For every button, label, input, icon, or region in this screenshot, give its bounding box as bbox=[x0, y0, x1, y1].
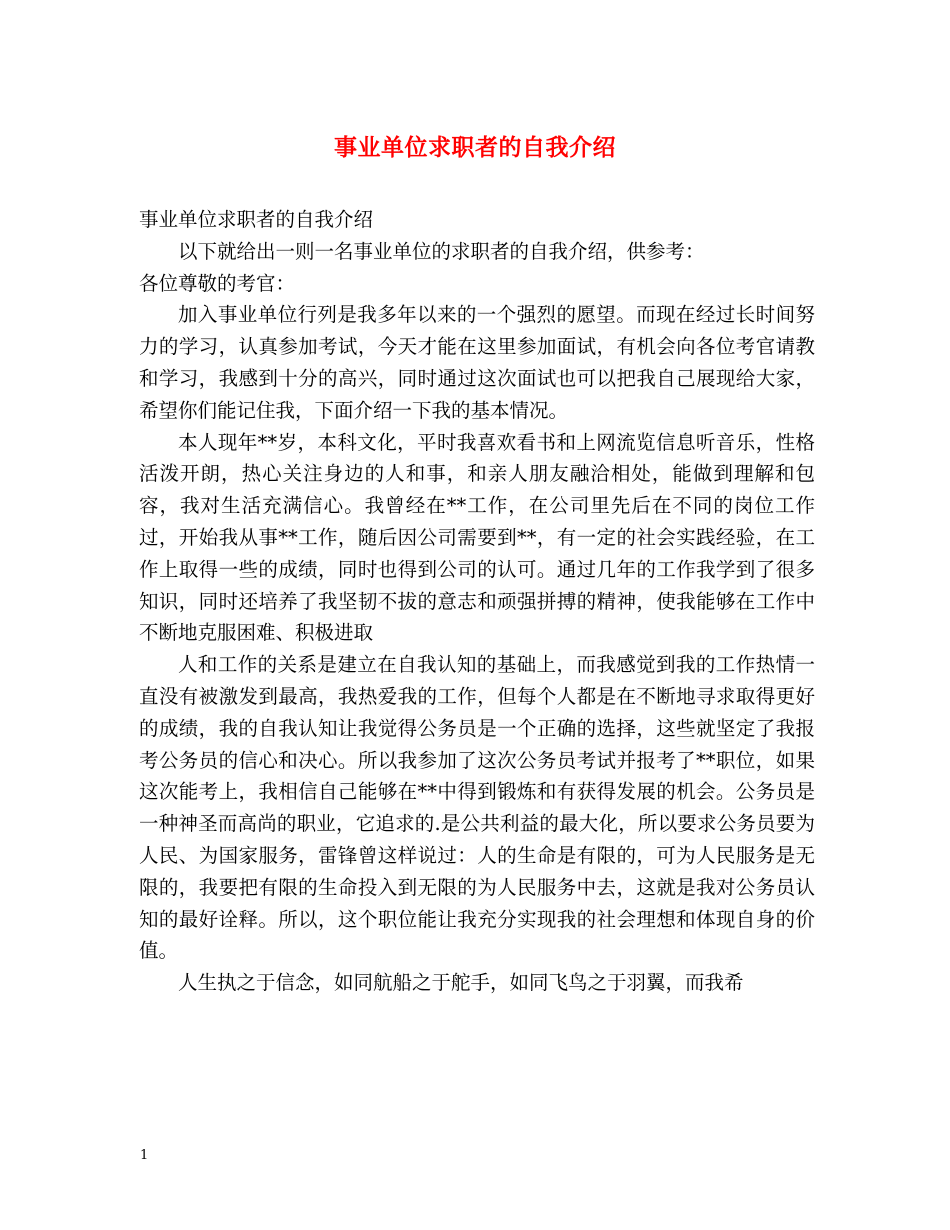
paragraph-body: 人和工作的关系是建立在自我认知的基础上，而我感觉到我的工作热情一直没有被激发到最高，我热爱我的工作，但每个人都是在不断地寻求取得更好的成绩，我的自我认知让我觉得公务员是一个正确的选择，这些就坚定了我报考公务员的信心和决心。所以我参加了这次公务员考试并报考了**职位，如果这次能考上，我相信自己能够在**中得到锻炼和有获得发展的机会。公务员是一种神圣而高尚的职业，它追求的.是公共利益的最大化，所以要求公务员要为人民、为国家服务，雷锋曾这样说过：人的生命是有限的，可为人民服务是无限的，我要把有限的生命投入到无限的为人民服务中去，这就是我对公务员认知的最好诠释。所以，这个职位能让我充分实现我的社会理想和体现自身的价值。 bbox=[139, 653, 815, 963]
paragraph-intro: 以下就给出一则一名事业单位的求职者的自我介绍，供参考： bbox=[178, 239, 705, 263]
paragraph-body: 加入事业单位行列是我多年以来的一个强烈的愿望。而现在经过长时间努力的学习，认真参加考试，今天才能在这里参加面试，有机会向各位考官请教和学习，我感到十分的高兴，同时通过这次面试也可以把我自己展现给大家，希望你们能记住我，下面介绍一下我的基本情况。 bbox=[139, 303, 815, 422]
page-number: 1 bbox=[140, 1148, 149, 1163]
paragraph-heading: 事业单位求职者的自我介绍 bbox=[139, 208, 374, 231]
paragraph-body: 本人现年**岁，本科文化，平时我喜欢看书和上网流览信息听音乐，性格活泼开朗，热心关注身边的人和事，和亲人朋友融洽相处，能做到理解和包容，我对生活充满信心。我曾经在**工作，在公司里先后在不同的岗位工作过，开始我从事**工作，随后因公司需要到**，有一定的社会实践经验，在工作上取得一些的成绩，同时也得到公司的认可。通过几年的工作我学到了很多知识，同时还培养了我坚韧不拔的意志和顽强拼搏的精神，使我能够在工作中不断地克服困难、积极进取 bbox=[139, 430, 815, 645]
paragraph-salutation: 各位尊敬的考官： bbox=[139, 271, 296, 295]
paragraph-body: 人生执之于信念，如同航船之于舵手，如同飞鸟之于羽翼，而我希 bbox=[178, 971, 744, 995]
document-title: 事业单位求职者的自我介绍 bbox=[334, 134, 616, 161]
document-body bbox=[139, 204, 815, 999]
